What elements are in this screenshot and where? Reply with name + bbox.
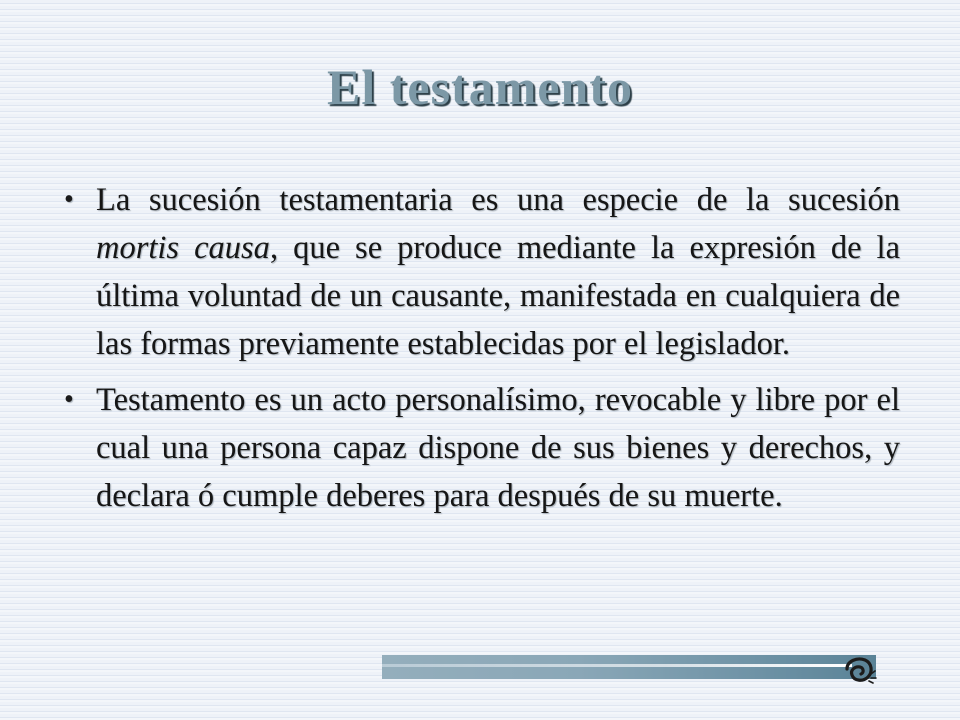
bullet-1-italic-term: mortis causa: [96, 230, 270, 266]
footer-bar: [382, 655, 876, 679]
bullet-list: [62, 176, 900, 528]
spiral-logo-icon: [841, 654, 877, 684]
bullet-icon: •: [64, 384, 74, 415]
bullet-item-1: [62, 176, 900, 368]
bullet-1-text-cont: , que se produce mediante la expresión de la última voluntad de un causante, manifestada en cualquiera de las formas previamente establecidas por el legislador.: [96, 230, 901, 362]
bullet-icon: •: [64, 184, 74, 215]
footer-line: [382, 664, 852, 667]
slide-title: El testamento: [327, 59, 633, 115]
bullet-1-text: La sucesión testamentaria es una especie de la sucesión: [96, 182, 900, 218]
bullet-2-text: Testamento es un acto personalísimo, revocable y libre por el cual una persona capaz dispone de sus bienes y derechos, y declara ó cumple deberes para después de su muerte.: [96, 382, 900, 514]
bullet-item-2: [62, 376, 900, 520]
